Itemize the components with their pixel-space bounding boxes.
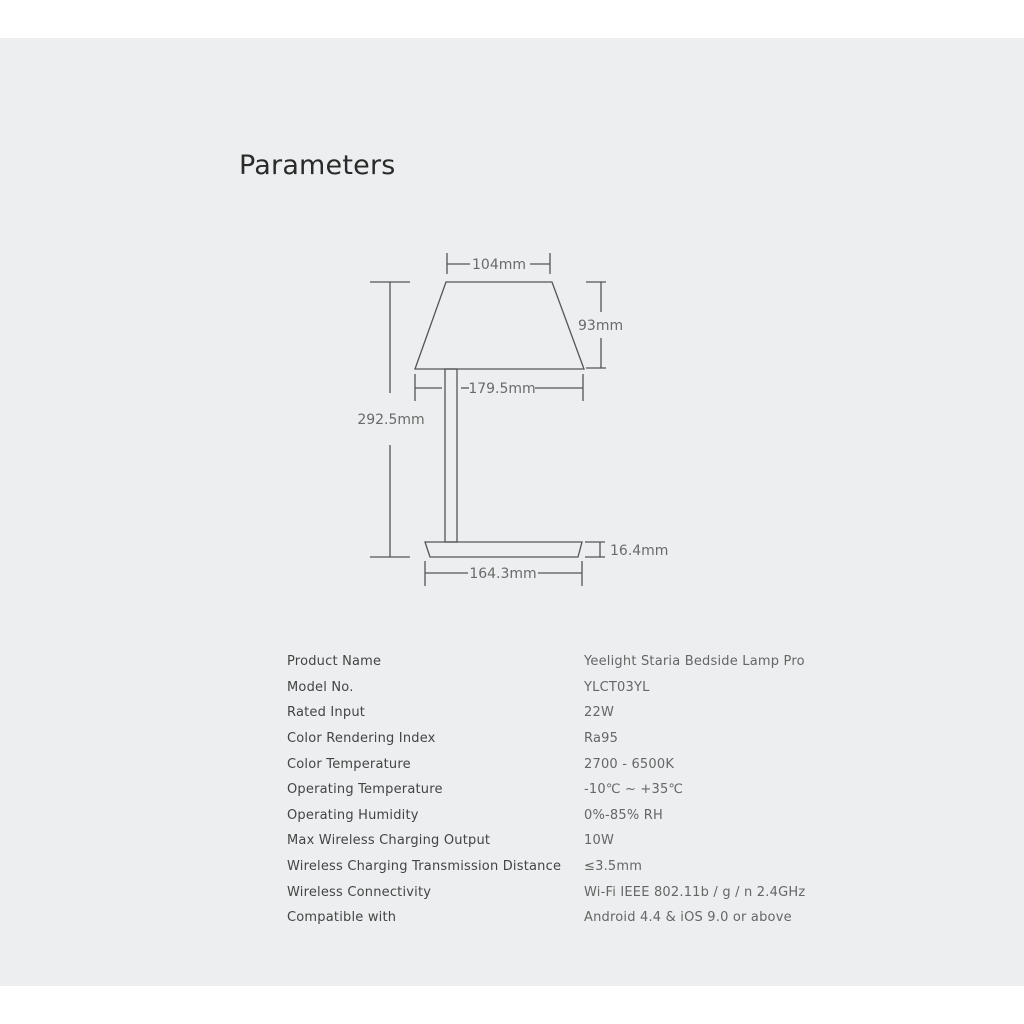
spec-row (287, 675, 805, 701)
lamp-base (425, 542, 582, 557)
dim-shade-bottom-label: 179.5mm (468, 381, 536, 397)
dim-shade-height-label: 93mm (578, 318, 624, 334)
spec-row (287, 803, 805, 829)
page-title: Parameters (239, 150, 396, 181)
spec-value: 10W (584, 833, 614, 849)
spec-label: Max Wireless Charging Output (287, 833, 491, 849)
spec-label: Operating Temperature (287, 782, 443, 798)
spec-row (287, 828, 805, 854)
dim-total-height-label: 292.5mm (357, 412, 425, 428)
spec-row (287, 777, 805, 803)
spec-value: YLCT03YL (584, 679, 650, 695)
spec-value: ≤3.5mm (584, 859, 643, 875)
spec-row (287, 649, 805, 675)
spec-label: Operating Humidity (287, 807, 419, 823)
spec-row (287, 854, 805, 880)
spec-value: -10℃ ~ +35℃ (584, 782, 684, 798)
spec-label: Compatible with (287, 910, 397, 926)
spec-value: Wi-Fi IEEE 802.11b / g / n 2.4GHz (584, 884, 806, 900)
spec-row (287, 905, 805, 931)
spec-value: Android 4.4 & iOS 9.0 or above (584, 910, 792, 926)
dim-base-height-lines (585, 542, 605, 557)
spec-table (287, 649, 805, 931)
spec-label: Rated Input (287, 705, 366, 721)
dim-top-width-label: 104mm (472, 257, 526, 273)
spec-label: Wireless Connectivity (287, 884, 432, 900)
spec-label: Color Rendering Index (287, 731, 436, 747)
lamp-shade (415, 282, 584, 369)
spec-row (287, 879, 805, 905)
spec-value: Ra95 (584, 731, 619, 747)
spec-value: 2700 - 6500K (584, 756, 675, 772)
spec-row (287, 726, 805, 752)
spec-label: Product Name (287, 654, 382, 670)
spec-label: Wireless Charging Transmission Distance (287, 859, 562, 875)
spec-value: Yeelight Staria Bedside Lamp Pro (584, 654, 805, 670)
spec-row (287, 751, 805, 777)
dim-base-width-label: 164.3mm (469, 566, 537, 582)
spec-value: 22W (584, 705, 614, 721)
spec-label: Color Temperature (287, 756, 411, 772)
spec-value: 0%-85% RH (584, 807, 663, 823)
spec-label: Model No. (287, 679, 354, 695)
spec-row (287, 700, 805, 726)
dim-base-height-label: 16.4mm (610, 543, 669, 559)
lamp-stem (445, 369, 457, 542)
